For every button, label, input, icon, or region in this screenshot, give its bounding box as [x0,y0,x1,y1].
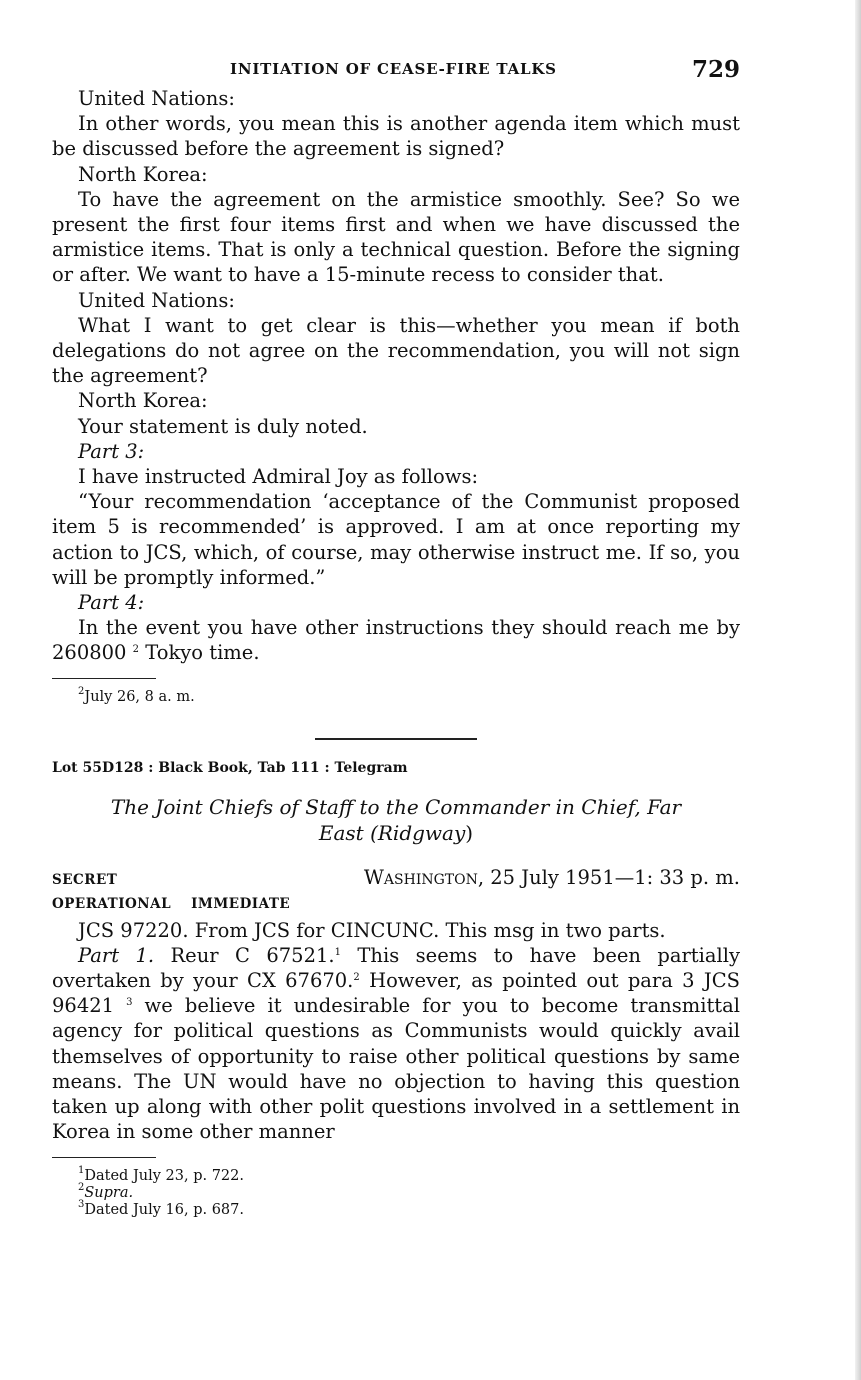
part-4-label: Part 4: [78,591,145,615]
document-page [52,56,740,1219]
part-3-intro: I have instructed Admiral Joy as follows: [78,465,479,489]
part-3-quote: “Your recommendation ‘acceptance of the Communist proposed item 5 is recommended’ is approved. I am at once reporting my action to JCS, which, of course, may otherwise instruct me. If so, you will be promptly informed.” [52,490,740,589]
transcript-text: In other words, you mean this is another agenda item which must be discussed before the agreement is signed? [52,112,740,161]
footnote [78,685,740,706]
section-divider [315,738,477,740]
part-1-text-d: we believe it undesirable for you to become transmittal agency for political questions as Communists would quickly avail themselves of opportunity to raise other political questions by same means. The UN would have no objection to having this question taken up along with other polit questions involved in a settlement in Korea in some other manner [52,994,740,1144]
transcript-text: What I want to get clear is this—whether you mean if both delegations do not agree on the recommendation, you will not sign the agreement? [52,313,740,388]
document-title-close: ) [465,820,474,845]
page-number: 729 [691,56,740,83]
footnote-rule [52,1157,156,1158]
part-4-text [52,615,740,665]
precedence-line [52,896,740,912]
document-source: Lot 55D128 : Black Book, Tab 111 : Telegram [52,759,408,776]
footnote-mark: 2 [78,685,85,697]
precedence-item: IMMEDIATE [191,895,291,912]
dateline-date: 25 July 1951—1: 33 p. m. [490,865,740,889]
footnote-ref: 1 [334,946,341,958]
speaker-label: United Nations: [78,87,235,110]
footnote [78,1198,740,1219]
classification-label: SECRET [52,871,118,888]
footnote-text: Dated July 16, p. 687. [84,1201,244,1218]
footnote-ref: 3 [126,997,133,1009]
footnote-ref: 2 [132,644,140,656]
footnote [78,1181,740,1202]
dateline-place: Washington, [363,865,485,889]
transcript-text: Your statement is duly noted. [78,414,368,438]
footnote-rule [52,678,156,679]
precedence-item: OPERATIONAL [52,895,172,912]
document-title-main: The Joint Chiefs of Staff to the Commander in Chief, Far East ( [110,794,682,845]
footnote-mark: 3 [78,1198,85,1210]
part-1-text-b: This seems to have been partially overtaken by your CX 67670. [52,943,740,993]
header-meta-row [52,866,740,892]
running-head-title: INITIATION OF CEASE-FIRE TALKS [230,60,557,78]
part-3-label: Part 3: [78,439,145,463]
document-title-name: Ridgway [377,820,466,845]
speaker-label: North Korea: [78,389,208,413]
telegram-opening: JCS 97220. From JCS for CINCUNC. This msg in two parts. [78,918,666,942]
footnote-text: Supra. [84,1184,134,1201]
speaker-label: North Korea: [78,162,208,186]
transcript-text: To have the agreement on the armistice smoothly. See? So we present the first four items first and when we have discussed the armistice items. That is only a technical question. Before the signing or after. We want to have a 15-minute recess to consider that. [52,187,740,287]
speaker-label: United Nations: [78,288,235,312]
footnote [78,1164,740,1185]
running-head [52,56,740,86]
telegram-part-1 [52,943,740,1145]
footnote-text: July 26, 8 a. m. [84,688,195,705]
transcript [52,86,740,439]
document-title [92,794,700,846]
part-4-text-after: Tokyo time. [145,641,260,665]
part-1-text-a: Reur C 67521. [170,943,335,967]
part-1-text-c: However, as pointed out para 3 JCS 96421 [52,969,740,1018]
page-edge-shadow [855,0,861,1380]
footnote-mark: 1 [78,1164,85,1176]
part-1-label: Part 1. [78,943,155,967]
dateline [364,866,740,889]
footnote-ref: 2 [353,972,360,984]
part-4-text-before: In the event you have other instructions they should reach me by 260800 [52,616,740,665]
footnote-mark: 2 [78,1181,85,1193]
footnote-text: Dated July 23, p. 722. [84,1167,244,1184]
